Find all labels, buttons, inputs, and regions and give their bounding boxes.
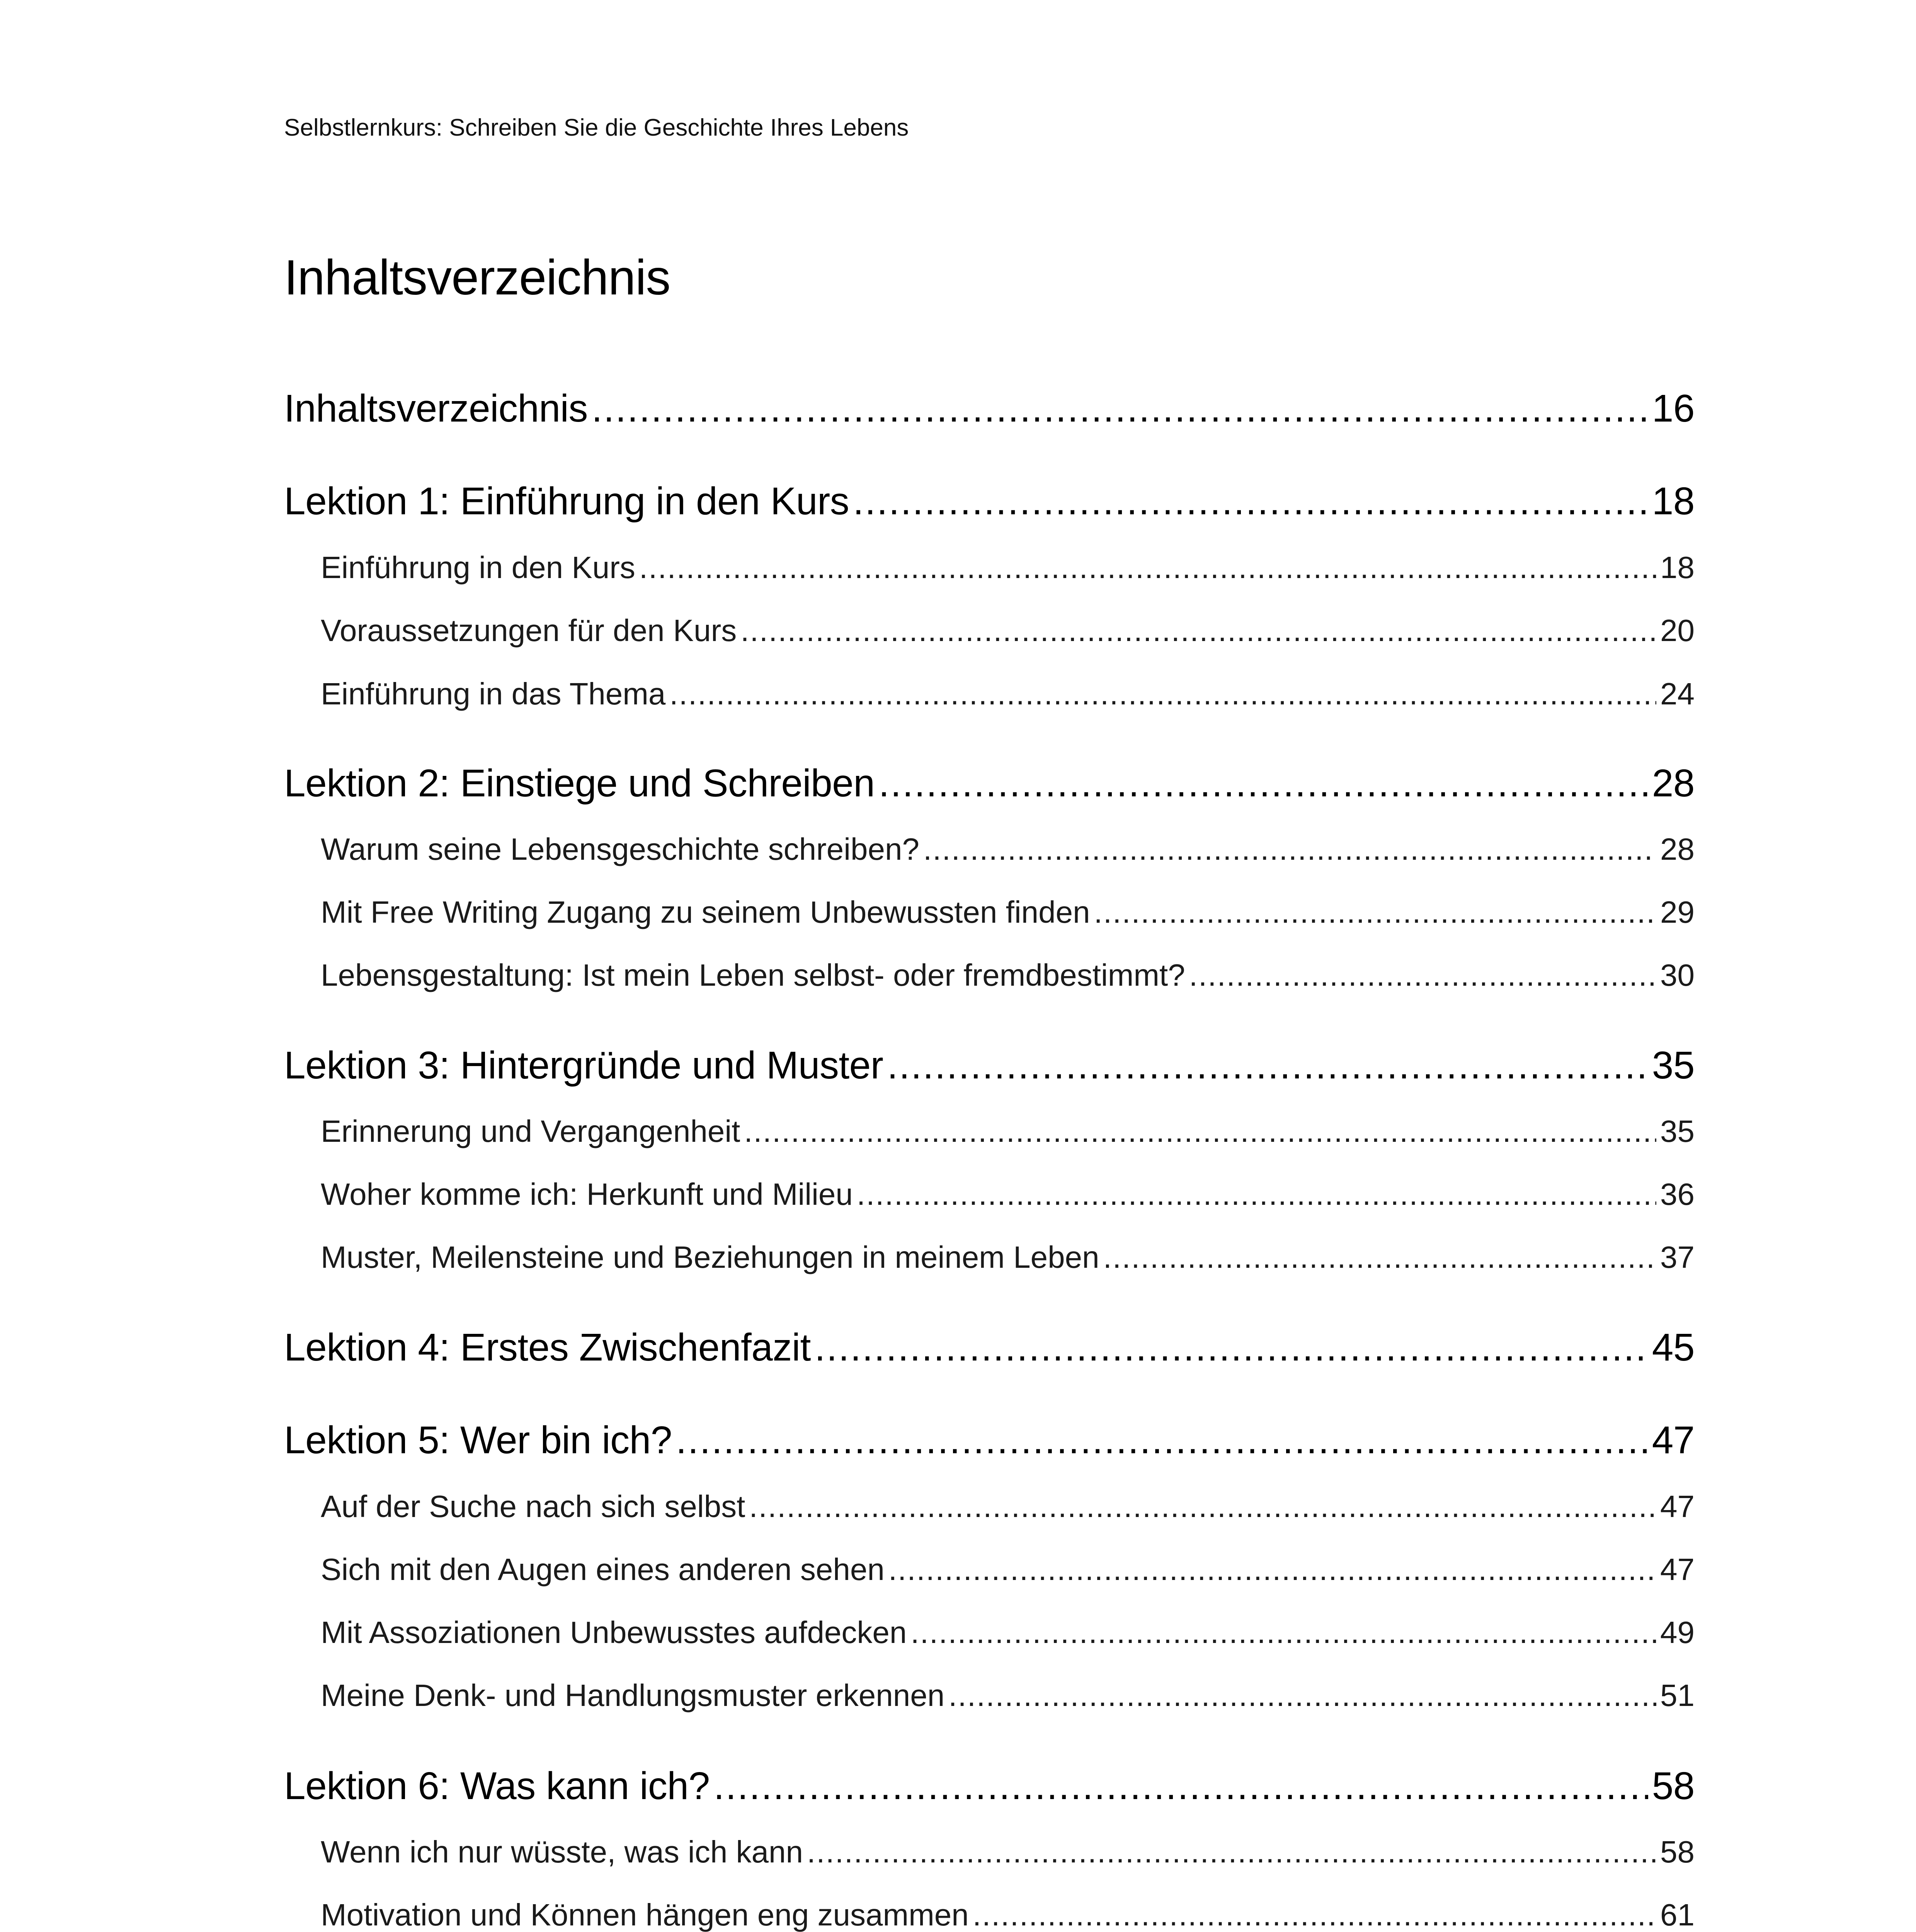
toc-subentry[interactable] [321,1240,1695,1286]
toc-subentry[interactable] [321,1834,1695,1881]
toc-entry-label: Warum seine Lebensgeschichte schreiben? [321,832,920,866]
table-of-contents [284,355,1695,1932]
toc-dot-leader [857,1177,1656,1212]
toc-page-number: 20 [1660,613,1695,648]
toc-entry-label: Muster, Meilensteine und Beziehungen in meinem Leben [321,1240,1099,1274]
toc-subentry[interactable] [321,613,1695,659]
toc-dot-leader [1103,1240,1656,1275]
toc-entry-label: Lebensgestaltung: Ist mein Leben selbst- oder fremdbestimmt? [321,958,1185,992]
toc-entry[interactable] [284,1418,1695,1480]
toc-dot-leader [888,1552,1656,1587]
toc-page-number: 24 [1660,677,1695,711]
toc-dot-leader [807,1834,1656,1870]
toc-page-number: 47 [1660,1489,1695,1524]
toc-entry-label: Voraussetzungen für den Kurs [321,613,737,648]
toc-entry-label: Motivation und Können hängen eng zusammen [321,1898,969,1932]
toc-page-number: 18 [1660,550,1695,585]
toc-entry-label: Meine Denk- und Handlungsmuster erkennen [321,1678,945,1713]
toc-page-number: 35 [1660,1114,1695,1148]
toc-subentry[interactable] [321,1114,1695,1160]
toc-dot-leader [749,1489,1656,1524]
running-header: Selbstlernkurs: Schreiben Sie die Geschichte Ihres Lebens [284,114,909,141]
toc-page-number: 61 [1660,1898,1695,1932]
toc-entry-label: Einführung in den Kurs [321,550,635,585]
toc-entry[interactable] [284,479,1695,541]
toc-entry-label: Mit Free Writing Zugang zu seinem Unbewussten finden [321,895,1090,929]
toc-dot-leader [676,1418,1648,1463]
toc-page-number: 28 [1660,832,1695,866]
toc-entry[interactable] [284,1764,1695,1826]
toc-subentry[interactable] [321,676,1695,723]
toc-dot-leader [744,1114,1656,1149]
toc-page-number: 45 [1652,1326,1695,1369]
toc-dot-leader [1094,895,1656,930]
toc-dot-leader [923,832,1656,867]
toc-dot-leader [973,1897,1656,1932]
toc-page-number: 58 [1660,1835,1695,1869]
toc-dot-leader [1189,957,1656,993]
toc-page-number: 18 [1652,480,1695,523]
page-title: Inhaltsverzeichnis [284,250,670,305]
toc-entry-label: Woher komme ich: Herkunft und Milieu [321,1177,853,1211]
toc-subentry[interactable] [321,1897,1695,1932]
toc-dot-leader [592,386,1648,431]
toc-entry-label: Lektion 5: Wer bin ich? [284,1418,672,1462]
toc-dot-leader [879,761,1648,806]
toc-page-number: 36 [1660,1177,1695,1211]
toc-subentry[interactable] [321,1489,1695,1535]
toc-subentry[interactable] [321,1678,1695,1724]
toc-page-number: 35 [1652,1044,1695,1087]
toc-entry-label: Lektion 6: Was kann ich? [284,1764,710,1808]
toc-entry-label: Lektion 3: Hintergründe und Muster [284,1044,883,1087]
toc-page-number: 51 [1660,1678,1695,1713]
toc-page-number: 28 [1652,762,1695,805]
toc-page-number: 58 [1652,1764,1695,1808]
toc-entry[interactable] [284,1325,1695,1387]
toc-subentry[interactable] [321,550,1695,596]
toc-page-number: 47 [1660,1552,1695,1587]
toc-entry[interactable] [284,761,1695,823]
toc-entry-label: Einführung in das Thema [321,677,666,711]
toc-subentry[interactable] [321,1615,1695,1661]
toc-entry[interactable] [284,386,1695,448]
toc-entry-label: Sich mit den Augen eines anderen sehen [321,1552,885,1587]
toc-dot-leader [853,479,1648,524]
toc-dot-leader [815,1325,1648,1370]
toc-page-number: 29 [1660,895,1695,929]
toc-subentry[interactable] [321,1177,1695,1223]
toc-subentry[interactable] [321,957,1695,1004]
toc-page-number: 49 [1660,1615,1695,1650]
toc-entry-label: Mit Assoziationen Unbewusstes aufdecken [321,1615,907,1650]
toc-entry-label: Lektion 4: Erstes Zwischenfazit [284,1326,811,1369]
toc-dot-leader [714,1764,1648,1808]
toc-dot-leader [669,676,1656,712]
toc-entry-label: Lektion 1: Einführung in den Kurs [284,480,849,523]
toc-entry-label: Wenn ich nur wüsste, was ich kann [321,1835,803,1869]
toc-dot-leader [639,550,1656,585]
toc-entry[interactable] [284,1043,1695,1105]
toc-subentry[interactable] [321,832,1695,878]
toc-subentry[interactable] [321,895,1695,941]
toc-entry-label: Lektion 2: Einstiege und Schreiben [284,762,875,805]
toc-page-number: 37 [1660,1240,1695,1274]
toc-page-number: 47 [1652,1418,1695,1462]
toc-page-number: 30 [1660,958,1695,992]
toc-entry-label: Erinnerung und Vergangenheit [321,1114,740,1148]
toc-dot-leader [887,1043,1648,1088]
toc-entry-label: Auf der Suche nach sich selbst [321,1489,745,1524]
toc-dot-leader [948,1678,1656,1713]
toc-subentry[interactable] [321,1552,1695,1598]
toc-dot-leader [910,1615,1656,1650]
toc-entry-label: Inhaltsverzeichnis [284,387,588,430]
toc-dot-leader [740,613,1656,648]
toc-page-number: 16 [1652,387,1695,430]
